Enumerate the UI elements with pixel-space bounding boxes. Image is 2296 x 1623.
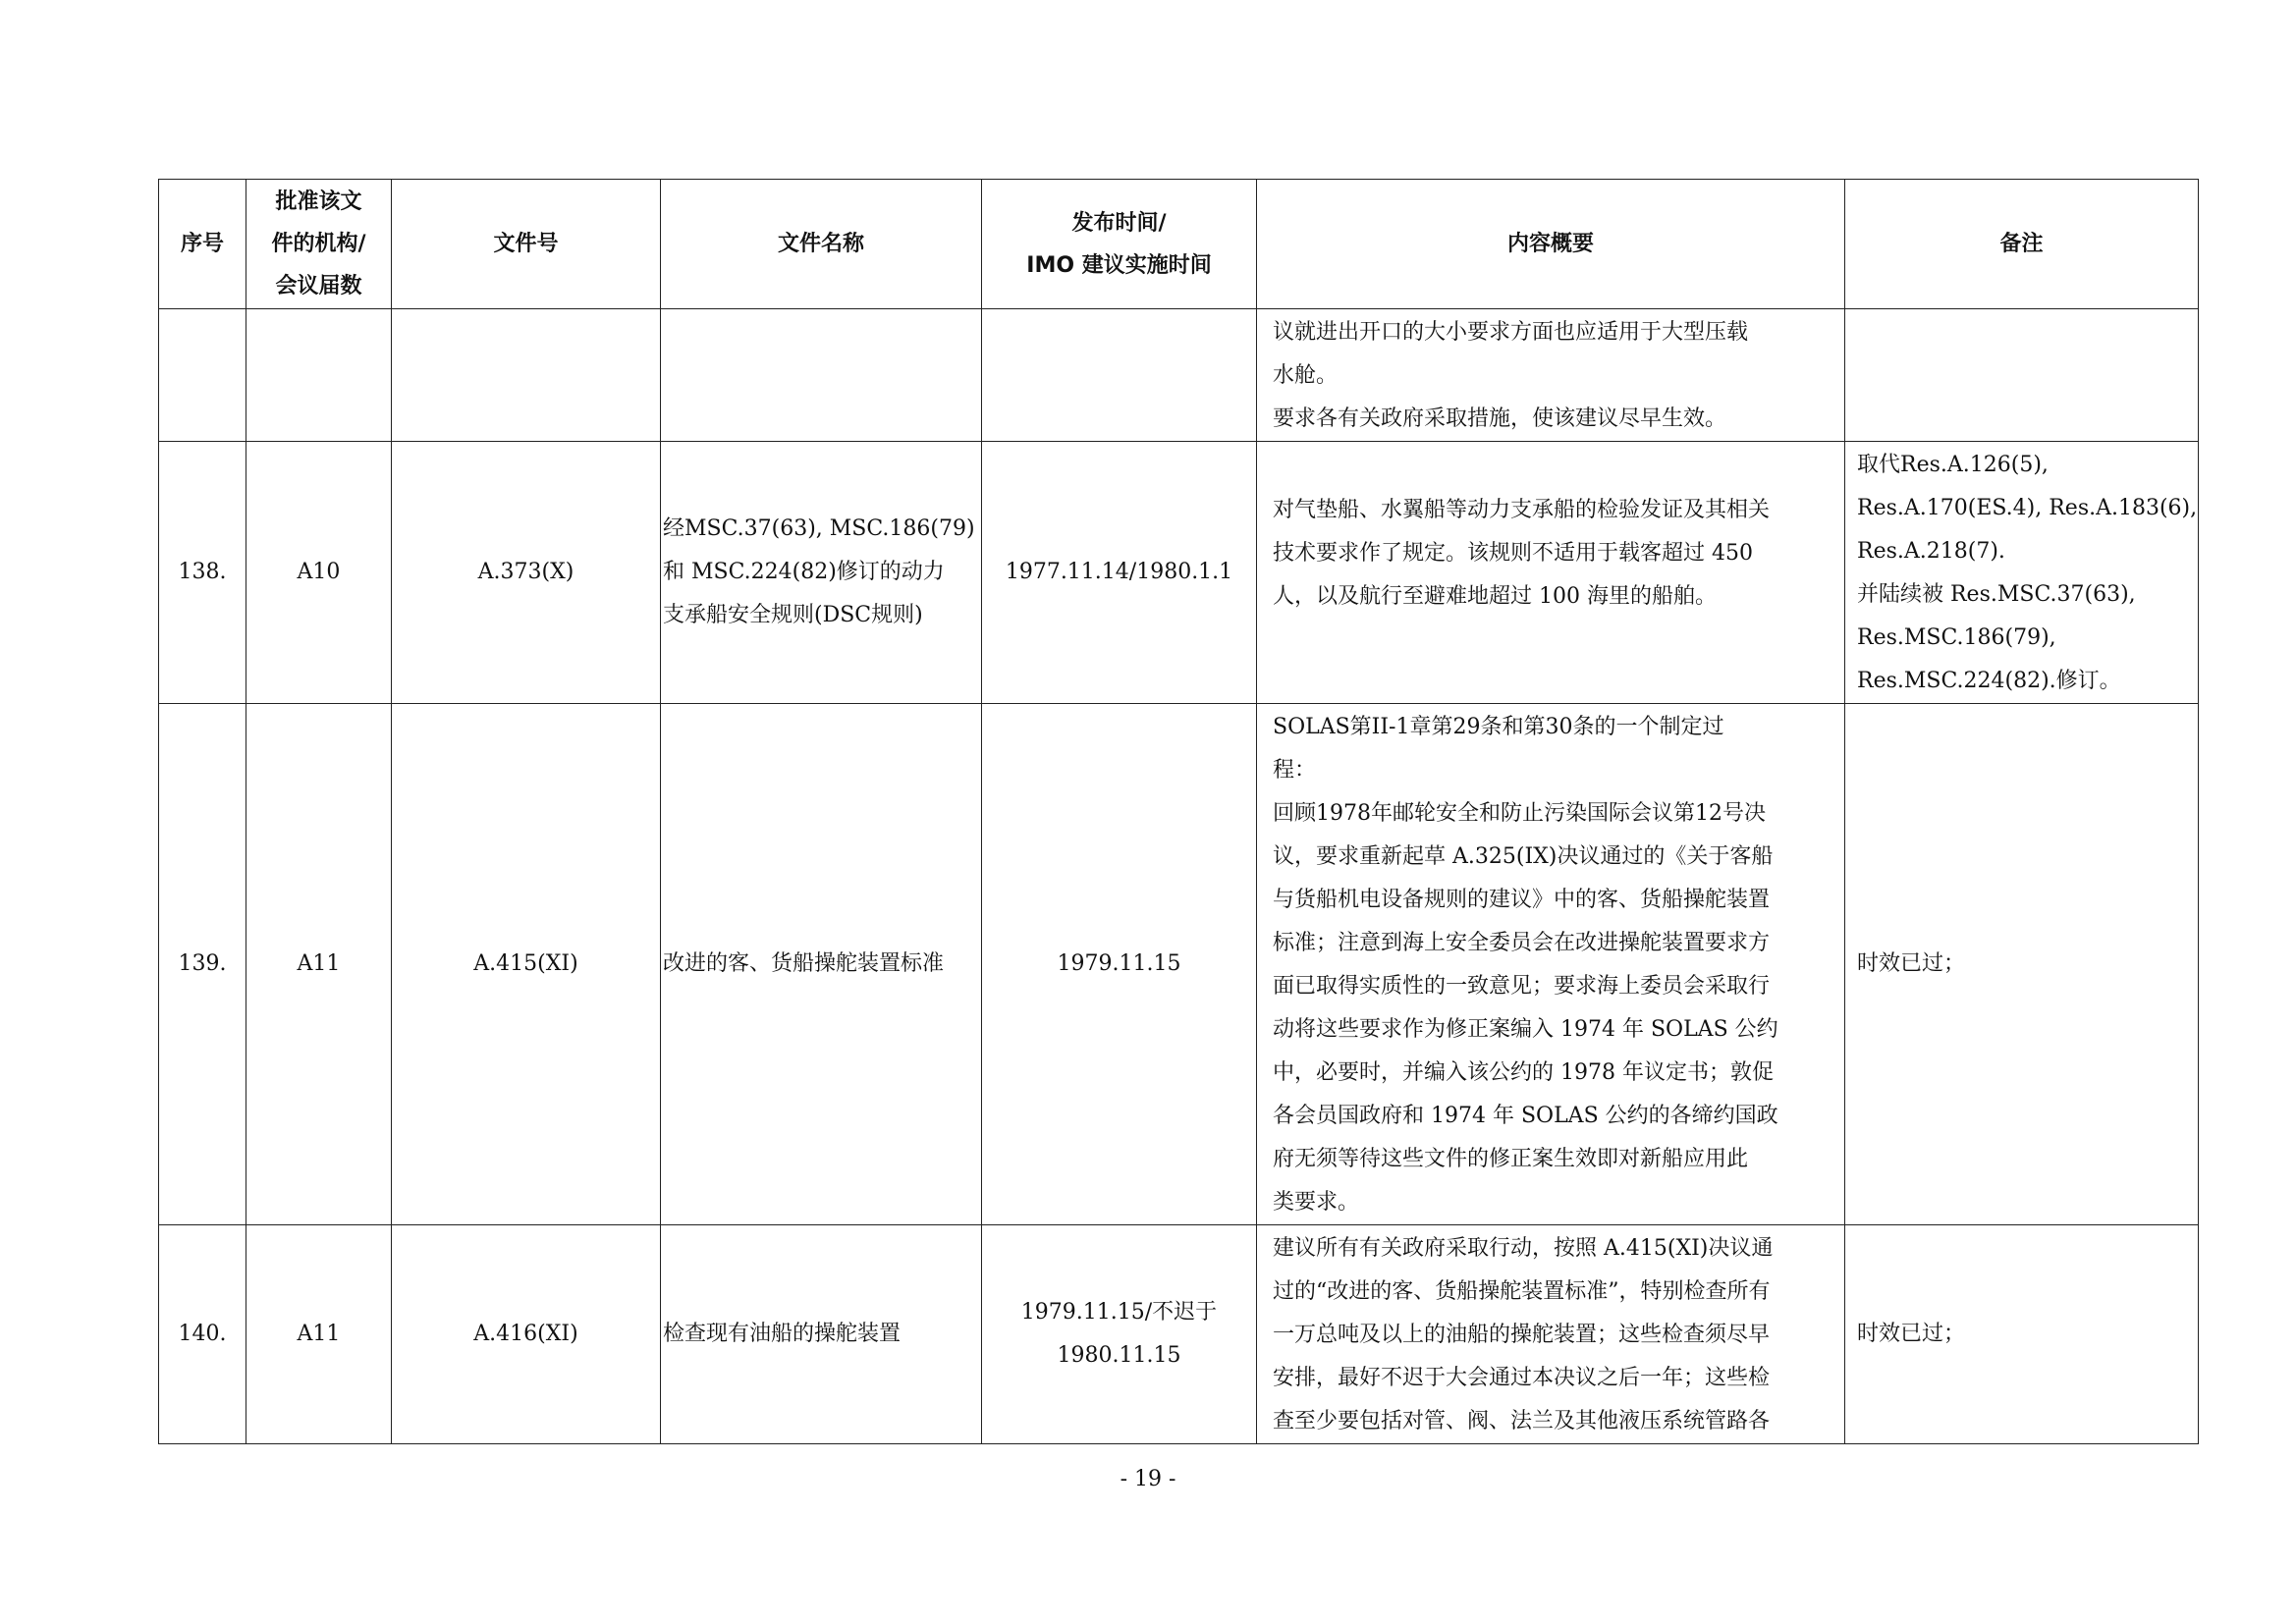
- cell-seq: 138.: [159, 442, 246, 704]
- header-title: 文件名称: [661, 180, 982, 309]
- cell-summary: 建议所有有关政府采取行动，按照 A.415(XI)决议通 过的“改进的客、货船操舵装置标准”，特别检查所有 一万总吨及以上的油船的操舵装置；这些检查须尽早 安排，最好不迟于大会通过本决议之后一年；这些检 查至少要包括对管、阀、法兰及其他液压系统管路各: [1257, 1225, 1845, 1444]
- table-row: [159, 1225, 2199, 1444]
- cell-summary: SOLAS第II-1章第29条和第30条的一个制定过 程： 回顾1978年邮轮安全和防止污染国际会议第12号决 议，要求重新起草 A.325(IX)决议通过的《关于客船 与货船机电设备规则的建议》中的客、货船操舵装置 标准；注意到海上安全委员会在改进操舵装置要求方 面已取得实质性的一致意见；要求海上委员会采取行 动将这些要求作为修正案编入 1974 年 SOLAS 公约 中，必要时，并编入该公约的 1978 年议定书；敦促 各会员国政府和 1974 年 SOLAS 公约的各缔约国政 府无须等待这些文件的修正案生效即对新船应用此 类要求。: [1257, 704, 1845, 1225]
- cell-seq: 139.: [159, 704, 246, 1225]
- cell-title: 改进的客、货船操舵装置标准: [661, 704, 982, 1225]
- header-body: 批准该文 件的机构/ 会议届数: [246, 180, 392, 309]
- cell-date: 1979.11.15: [982, 704, 1257, 1225]
- cell-doc-no: A.373(X): [392, 442, 661, 704]
- table-row: [159, 309, 2199, 442]
- cell-date: 1979.11.15/不迟于 1980.11.15: [982, 1225, 1257, 1444]
- cell-title: 检查现有油船的操舵装置: [661, 1225, 982, 1444]
- cell-remarks: 时效已过；: [1845, 1225, 2199, 1444]
- cell-body: [246, 309, 392, 442]
- cell-date: [982, 309, 1257, 442]
- table-row: [159, 704, 2199, 1225]
- cell-title: [661, 309, 982, 442]
- cell-doc-no: A.415(XI): [392, 704, 661, 1225]
- cell-body: A11: [246, 704, 392, 1225]
- cell-summary: 对气垫船、水翼船等动力支承船的检验发证及其相关 技术要求作了规定。该规则不适用于载客超过 450 人，以及航行至避难地超过 100 海里的船舶。: [1257, 442, 1845, 704]
- cell-body: A11: [246, 1225, 392, 1444]
- header-doc-no: 文件号: [392, 180, 661, 309]
- cell-summary: 议就进出开口的大小要求方面也应适用于大型压载 水舱。 要求各有关政府采取措施，使该建议尽早生效。: [1257, 309, 1845, 442]
- cell-body: A10: [246, 442, 392, 704]
- cell-remarks: [1845, 309, 2199, 442]
- cell-doc-no: A.416(XI): [392, 1225, 661, 1444]
- cell-remarks: 取代Res.A.126(5), Res.A.170(ES.4), Res.A.183(6), Res.A.218(7). 并陆续被 Res.MSC.37(63), Res.MSC.186(79), Res.MSC.224(82).修订。: [1845, 442, 2199, 704]
- cell-seq: [159, 309, 246, 442]
- header-remarks: 备注: [1845, 180, 2199, 309]
- header-date: 发布时间/ IMO 建议实施时间: [982, 180, 1257, 309]
- page-number: - 19 -: [1120, 1467, 1176, 1491]
- cell-doc-no: [392, 309, 661, 442]
- cell-remarks: 时效已过；: [1845, 704, 2199, 1225]
- cell-title: 经MSC.37(63), MSC.186(79) 和 MSC.224(82)修订的动力 支承船安全规则(DSC规则): [661, 442, 982, 704]
- header-summary: 内容概要: [1257, 180, 1845, 309]
- header-row: [159, 180, 2199, 309]
- table-row: [159, 442, 2199, 704]
- regulations-table: [158, 179, 2199, 1444]
- cell-date: 1977.11.14/1980.1.1: [982, 442, 1257, 704]
- cell-seq: 140.: [159, 1225, 246, 1444]
- header-seq: 序号: [159, 180, 246, 309]
